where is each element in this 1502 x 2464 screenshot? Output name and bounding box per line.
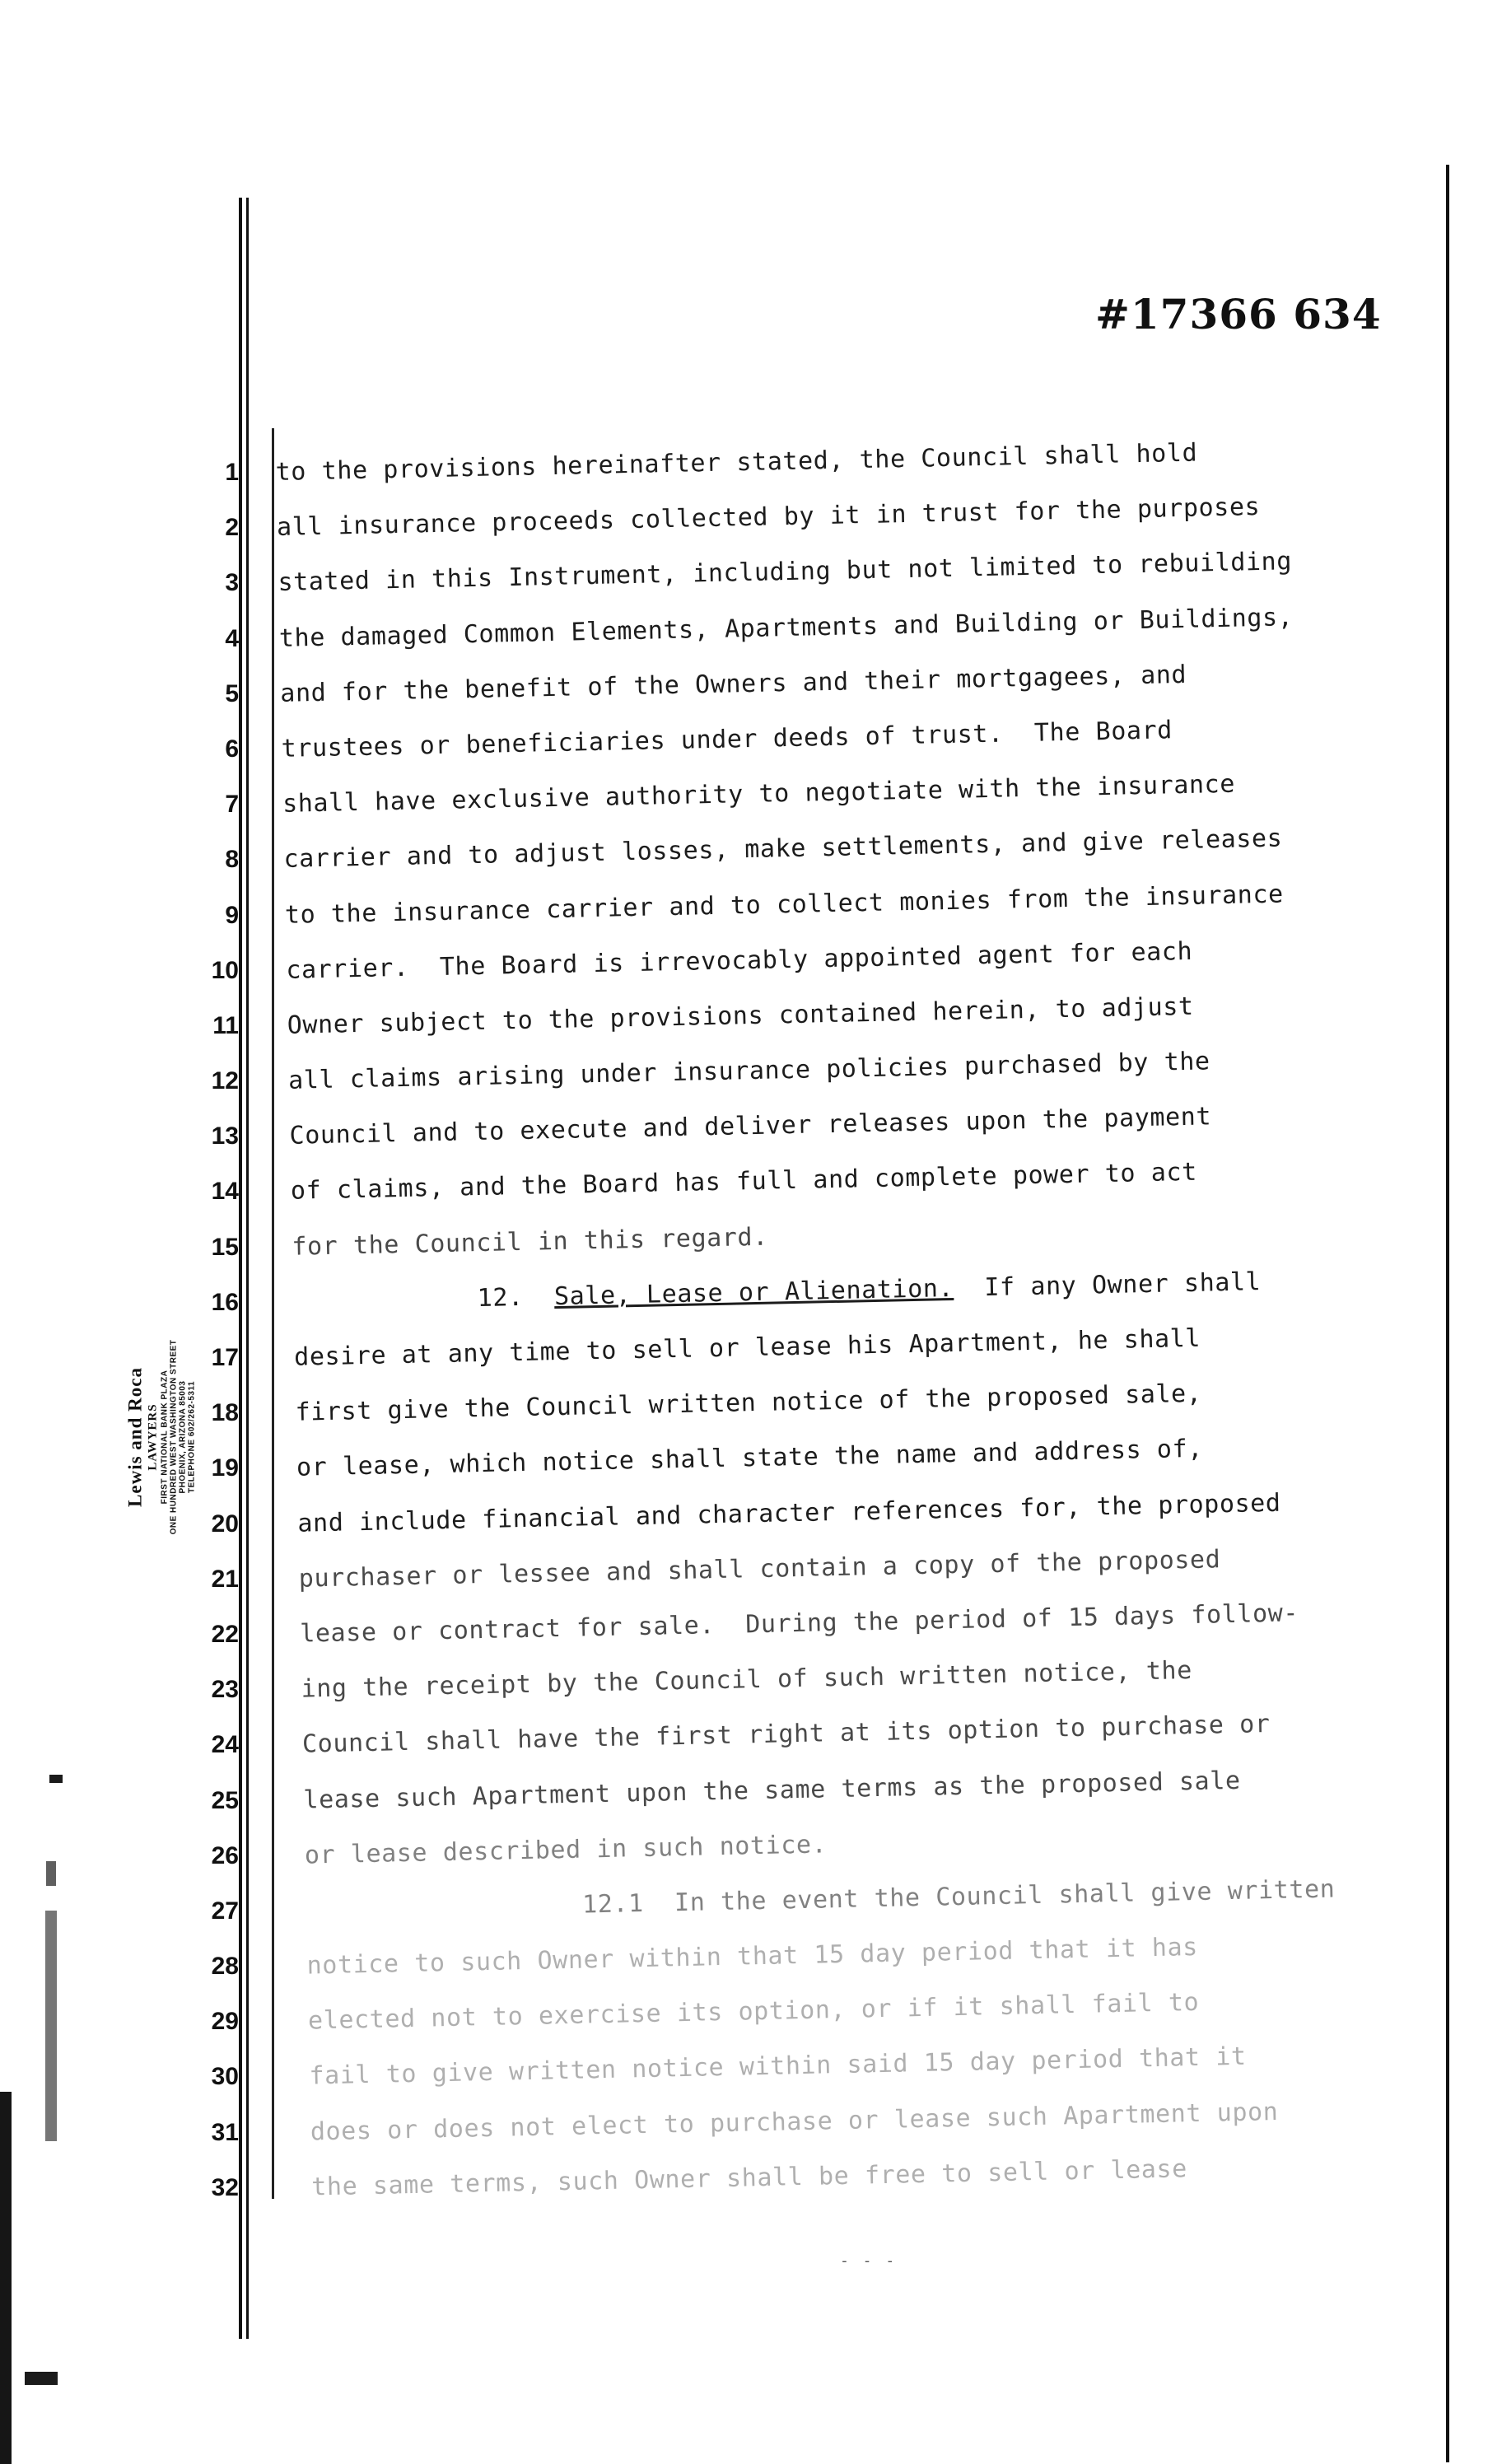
- text-line: all insurance proceeds collected by it in trust for the purposes: [276, 492, 1261, 543]
- line-number: 12: [211, 1067, 239, 1095]
- text-margin-rule: [272, 428, 274, 2199]
- scan-speck: [25, 2372, 58, 2385]
- law-firm-stamp: [125, 1340, 197, 1535]
- text-line: for the Council in this regard.: [292, 1222, 769, 1262]
- line-number: 4: [225, 624, 239, 652]
- text-line: notice to such Owner within that 15 day period that it has: [306, 1932, 1199, 1981]
- firm-name: Lewis and Roca: [124, 1367, 146, 1507]
- line-number: 28: [211, 1953, 239, 1981]
- line-number: 25: [211, 1786, 239, 1814]
- text-line: purchaser or lessee and shall contain a copy of the proposed: [298, 1545, 1221, 1594]
- section-heading-rest: If any Owner shall: [953, 1267, 1262, 1303]
- text-line: lease or contract for sale. During the period of 15 days follow-: [299, 1598, 1299, 1649]
- text-line: Council shall have the first right at its option to purchase or: [301, 1710, 1271, 1759]
- footer-mark: - - -: [840, 2252, 898, 2270]
- firm-address-line: ONE HUNDRED WEST WASHINGTON STREET: [169, 1339, 179, 1535]
- line-number: 2: [225, 514, 239, 542]
- scan-edge-artifact: [0, 2092, 12, 2464]
- text-line: and for the benefit of the Owners and their mortgagees, and: [279, 660, 1187, 708]
- line-number: 24: [211, 1731, 239, 1759]
- text-line: or lease described in such notice.: [304, 1830, 828, 1870]
- scan-speck: [49, 1775, 63, 1783]
- line-number-column: [198, 445, 239, 2215]
- firm-address-line: PHOENIX, ARIZONA 85003: [178, 1380, 188, 1494]
- firm-subtitle: LAWYERS: [146, 1403, 160, 1471]
- left-margin-double-rule: [239, 198, 249, 2339]
- line-number: 1: [225, 459, 239, 486]
- text-line: fail to give written notice within said 15 day period that it: [309, 2042, 1247, 2091]
- text-line: and include financial and character references for, the proposed: [297, 1488, 1281, 1538]
- line-number: 6: [225, 735, 239, 763]
- line-number: 17: [211, 1344, 239, 1371]
- line-number: 9: [225, 901, 239, 929]
- text-line: the damaged Common Elements, Apartments and Building or Buildings,: [278, 602, 1294, 653]
- line-number: 32: [211, 2173, 239, 2201]
- line-number: 18: [211, 1399, 239, 1427]
- text-line: Owner subject to the provisions contained herein, to adjust: [287, 992, 1194, 1040]
- subsection-number: 12.1: [581, 1888, 645, 1920]
- line-number: 5: [225, 679, 239, 707]
- text-line: lease such Apartment upon the same terms as the proposed sale: [303, 1766, 1241, 1815]
- text-line: of claims, and the Board has full and complete power to act: [290, 1158, 1198, 1206]
- text-line: to the provisions hereinafter stated, the Council shall hold: [275, 438, 1198, 487]
- document-body: [275, 420, 1473, 2214]
- line-number: 16: [211, 1288, 239, 1316]
- line-number: 23: [211, 1676, 239, 1704]
- text-line: all claims arising under insurance policies purchased by the: [287, 1047, 1211, 1095]
- line-number: 27: [211, 1897, 239, 1925]
- line-number: 30: [211, 2063, 239, 2091]
- text-line: to the insurance carrier and to collect monies from the insurance: [284, 879, 1285, 930]
- line-number: 22: [211, 1620, 239, 1648]
- text-line: trustees or beneficiaries under deeds of trust. The Board: [281, 716, 1173, 763]
- line-number: 14: [211, 1178, 239, 1206]
- line-number: 8: [225, 846, 239, 874]
- line-number: 26: [211, 1841, 239, 1869]
- text-line: desire at any time to sell or lease his Apartment, he shall: [293, 1323, 1201, 1372]
- text-line: does or does not elect to purchase or lease such Apartment upon: [310, 2097, 1279, 2147]
- text-line: first give the Council written notice of the proposed sale,: [295, 1379, 1202, 1427]
- text-line: or lease, which notice shall state the name and address of,: [296, 1435, 1204, 1483]
- line-number: 15: [211, 1233, 239, 1261]
- text-line: the same terms, such Owner shall be free to sell or lease: [310, 2154, 1188, 2202]
- text-line: stated in this Instrument, including but not limited to rebuilding: [278, 547, 1293, 598]
- text-line: elected not to exercise its option, or if it shall fail to: [307, 1988, 1200, 2036]
- line-number: 21: [211, 1565, 239, 1593]
- line-number: 10: [211, 956, 239, 984]
- text-line: Council and to execute and deliver releases upon the payment: [289, 1102, 1212, 1151]
- document-number: #17366 634: [1095, 290, 1382, 338]
- firm-address-line: FIRST NATIONAL BANK PLAZA: [160, 1370, 170, 1505]
- text-line: carrier and to adjust losses, make settlements, and give releases: [283, 824, 1283, 875]
- scan-speck: [46, 1861, 56, 1886]
- text-line: ing the receipt by the Council of such written notice, the: [301, 1656, 1193, 1704]
- text-line: carrier. The Board is irrevocably appointed agent for each: [285, 936, 1193, 985]
- line-number: 20: [211, 1510, 239, 1538]
- line-number: 19: [211, 1454, 239, 1482]
- line-number: 31: [211, 2118, 239, 2146]
- line-number: 13: [211, 1122, 239, 1150]
- line-number: 11: [212, 1011, 239, 1039]
- firm-telephone: TELEPHONE 602/262-5311: [187, 1380, 197, 1494]
- subsection-rest: In the event the Council shall give written: [643, 1874, 1336, 1918]
- line-number: 7: [225, 791, 239, 819]
- scan-speck: [45, 1911, 57, 2141]
- line-number: 3: [225, 569, 239, 597]
- text-line: shall have exclusive authority to negotiate with the insurance: [282, 769, 1236, 819]
- section-number: 12.: [477, 1282, 525, 1313]
- line-number: 29: [211, 2008, 239, 2036]
- section-heading: Sale, Lease or Alienation.: [553, 1273, 954, 1311]
